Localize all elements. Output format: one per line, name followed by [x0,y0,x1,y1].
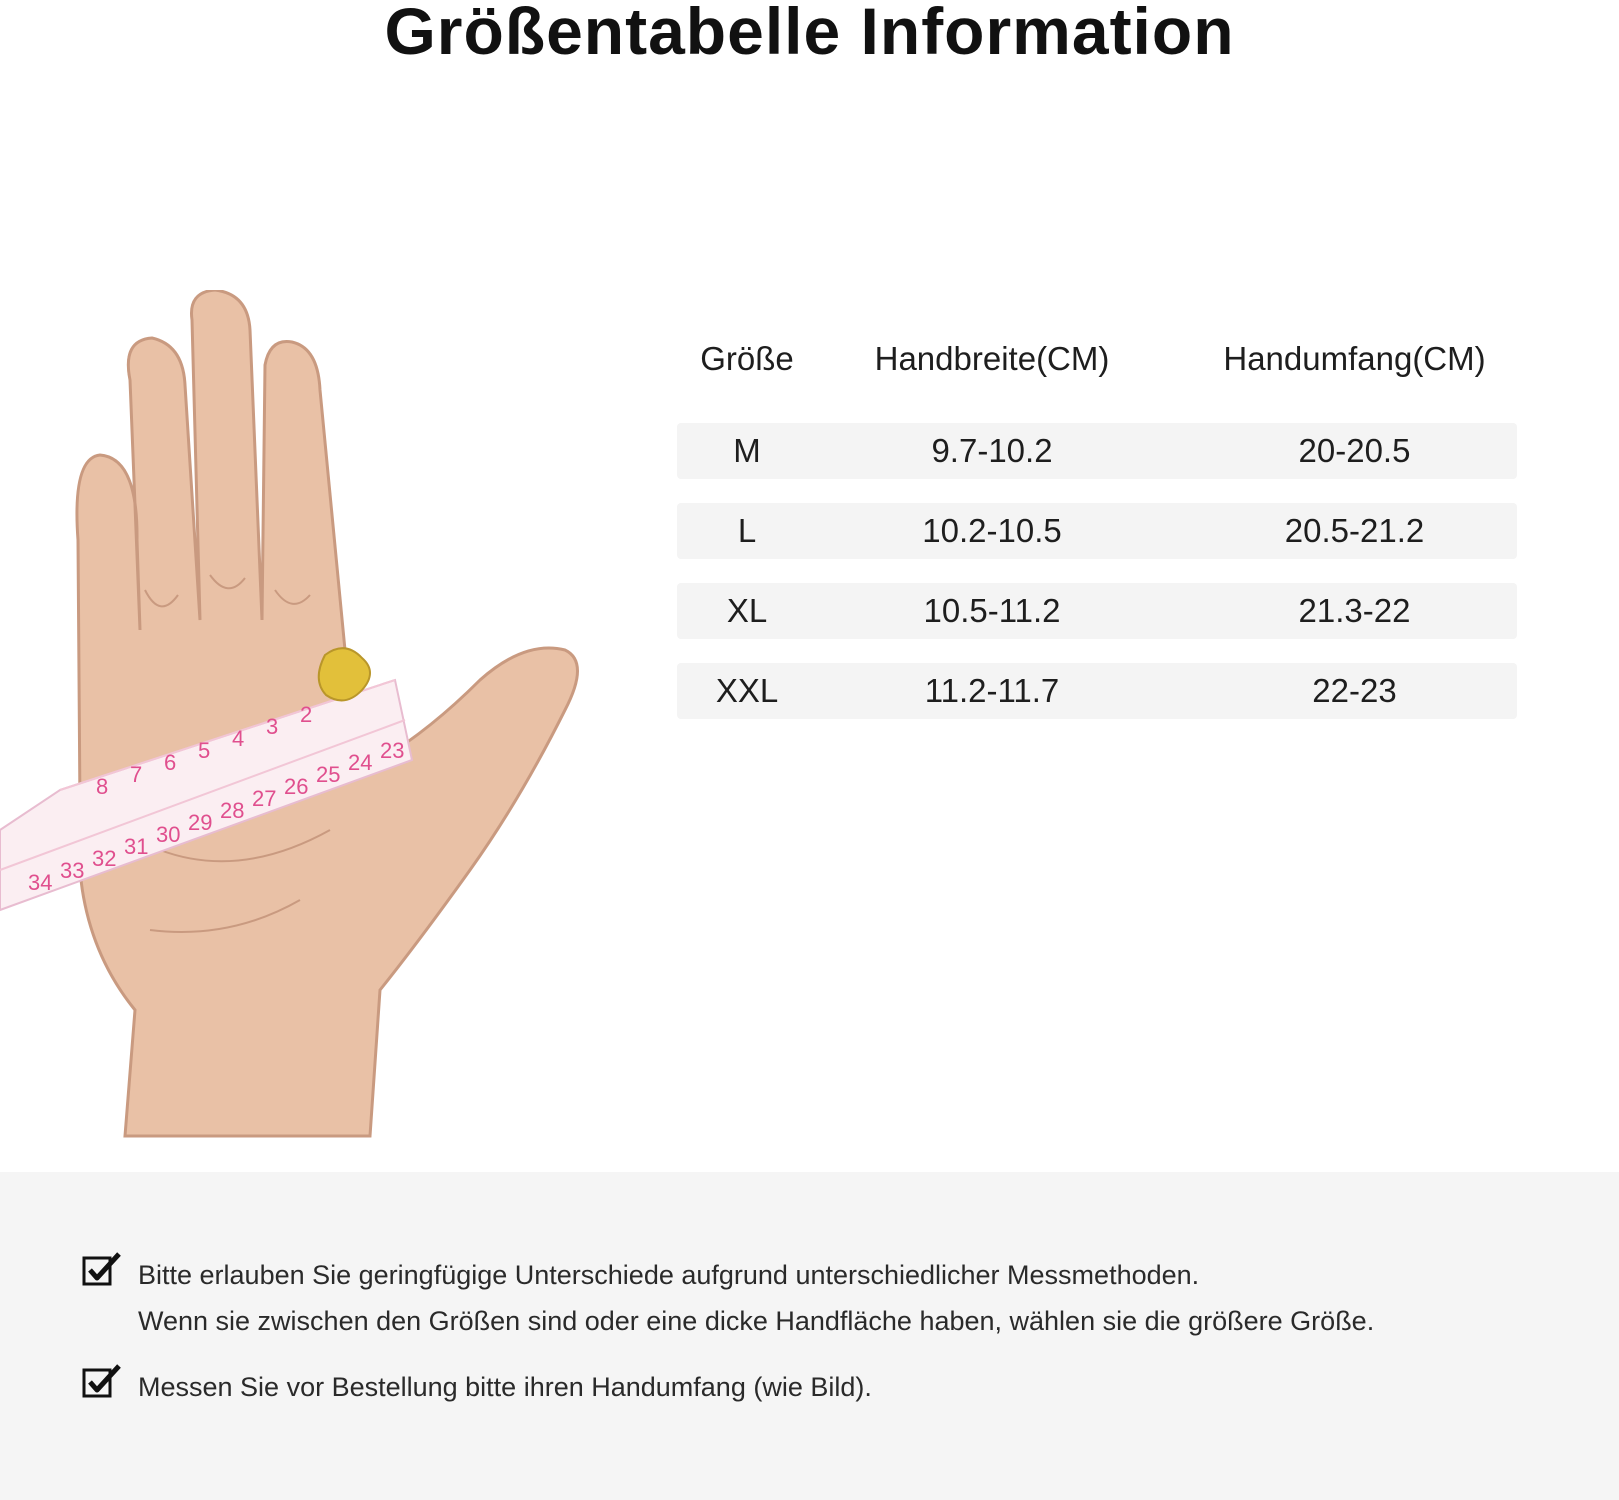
table-row [677,583,1517,639]
table-row [677,423,1517,479]
size-cell: L [737,512,757,549]
header-size: Größe [700,340,794,377]
size-cell: XL [726,592,768,629]
tape-number: 33 [60,858,85,883]
note-line: Bitte erlauben Sie geringfügige Unterschiede aufgrund unterschiedlicher Messmethoden. [138,1260,1200,1290]
tape-number: 31 [124,834,149,859]
tape-number: 6 [164,750,177,775]
tape-number: 8 [96,774,109,799]
tape-number: 27 [252,786,277,811]
tape-number: 28 [220,798,245,823]
checkbox-checked-icon [82,1364,122,1398]
tape-number: 2 [300,702,313,727]
tape-number: 30 [156,822,181,847]
hand-width-cell: 10.2-10.5 [922,512,1062,549]
note-line: Wenn sie zwischen den Größen sind oder eine dicke Handfläche haben, wählen sie die größere Größe. [138,1306,1375,1336]
size-cell: XXL [715,672,779,709]
tape-number: 3 [266,714,279,739]
note-line: Messen Sie vor Bestellung bitte ihren Handumfang (wie Bild). [138,1372,872,1402]
hand-circumference-cell: 20.5-21.2 [1284,512,1425,549]
size-cell: M [733,432,761,469]
hand-circumference-cell: 22-23 [1312,672,1397,709]
table-row [677,503,1517,559]
hand-circumference-cell: 21.3-22 [1298,592,1411,629]
header-hand-width: Handbreite(CM) [874,340,1110,377]
hand-circumference-cell: 20-20.5 [1298,432,1411,469]
hand-width-cell: 11.2-11.7 [924,672,1060,709]
checkbox-checked-icon [82,1252,122,1286]
tape-number: 23 [380,738,405,763]
tape-number: 24 [348,750,373,775]
hand-measuring-tape-illustration [0,290,600,1170]
tape-number: 25 [316,762,341,787]
notes-panel [0,1172,1619,1500]
hand-width-cell: 10.5-11.2 [923,592,1061,629]
size-table [677,340,1517,709]
note-text [138,1364,872,1410]
header-hand-circumference: Handumfang(CM) [1223,340,1486,377]
table-row [677,663,1517,719]
tape-number: 7 [130,762,143,787]
page-title: Größentabelle Information [384,0,1235,68]
tape-number: 29 [188,810,213,835]
tape-number: 32 [92,846,117,871]
tape-number: 4 [232,726,245,751]
tape-number: 5 [198,738,211,763]
tape-number: 26 [284,774,309,799]
note-text [138,1252,1374,1344]
tape-number: 34 [28,870,53,895]
table-header-row [677,340,1517,392]
hand-width-cell: 9.7-10.2 [931,432,1053,469]
